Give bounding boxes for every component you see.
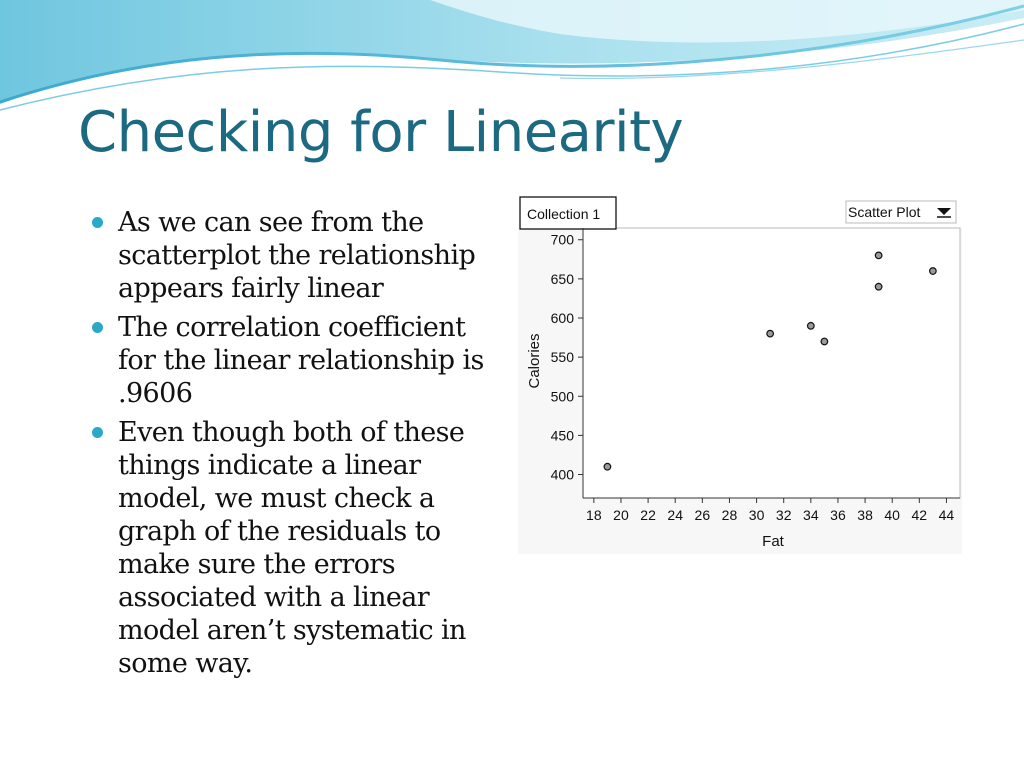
data-point[interactable]	[808, 323, 815, 330]
bullet-icon	[92, 427, 103, 438]
y-tick-label: 500	[550, 388, 574, 405]
x-tick-label: 44	[938, 507, 955, 523]
bullet-list	[90, 206, 508, 686]
x-tick-label: 24	[667, 507, 684, 523]
collection-label: Collection 1	[527, 206, 601, 222]
x-tick-label: 18	[586, 507, 602, 523]
y-tick-label: 700	[550, 231, 574, 248]
y-tick-label: 650	[550, 270, 574, 287]
bullet-icon	[92, 322, 103, 333]
plot-type-label: Scatter Plot	[848, 204, 921, 220]
data-point[interactable]	[875, 252, 882, 259]
data-point[interactable]	[604, 463, 611, 470]
scatter-plot-panel	[518, 196, 962, 554]
x-tick-label: 20	[613, 507, 629, 523]
x-tick-label: 22	[640, 507, 656, 523]
bullet-icon	[92, 217, 103, 228]
data-point[interactable]	[875, 283, 882, 290]
slide-title: Checking for Linearity	[78, 100, 684, 165]
x-tick-label: 36	[830, 507, 846, 523]
x-tick-label: 28	[721, 507, 738, 523]
y-tick-label: 400	[550, 466, 574, 483]
bullet-text: The correlation coefficient for the linear relationship is .9606	[118, 312, 484, 409]
bullet-text: As we can see from the scatterplot the relationship appears fairly linear	[118, 207, 476, 304]
x-tick-label: 38	[857, 507, 873, 523]
bullet-item	[90, 416, 508, 680]
data-point[interactable]	[930, 268, 937, 275]
x-tick-label: 30	[748, 507, 765, 523]
data-point[interactable]	[821, 338, 828, 345]
x-tick-label: 40	[884, 507, 900, 523]
bullet-text: Even though both of these things indicate a linear model, we must check a graph of the residuals to make sure the errors associated with a linear model aren’t systematic in some way.	[118, 417, 466, 679]
y-tick-label: 550	[550, 349, 574, 366]
y-axis-label: Calories	[526, 333, 543, 389]
x-tick-label: 42	[911, 507, 928, 523]
x-axis-label: Fat	[762, 533, 784, 550]
x-tick-label: 32	[775, 507, 792, 523]
y-tick-label: 450	[550, 427, 574, 444]
data-point[interactable]	[767, 330, 774, 337]
y-tick-label: 600	[550, 310, 574, 326]
x-tick-label: 26	[694, 507, 711, 523]
x-tick-label: 34	[803, 507, 819, 523]
bullet-item	[90, 206, 508, 305]
bullet-item	[90, 311, 508, 410]
